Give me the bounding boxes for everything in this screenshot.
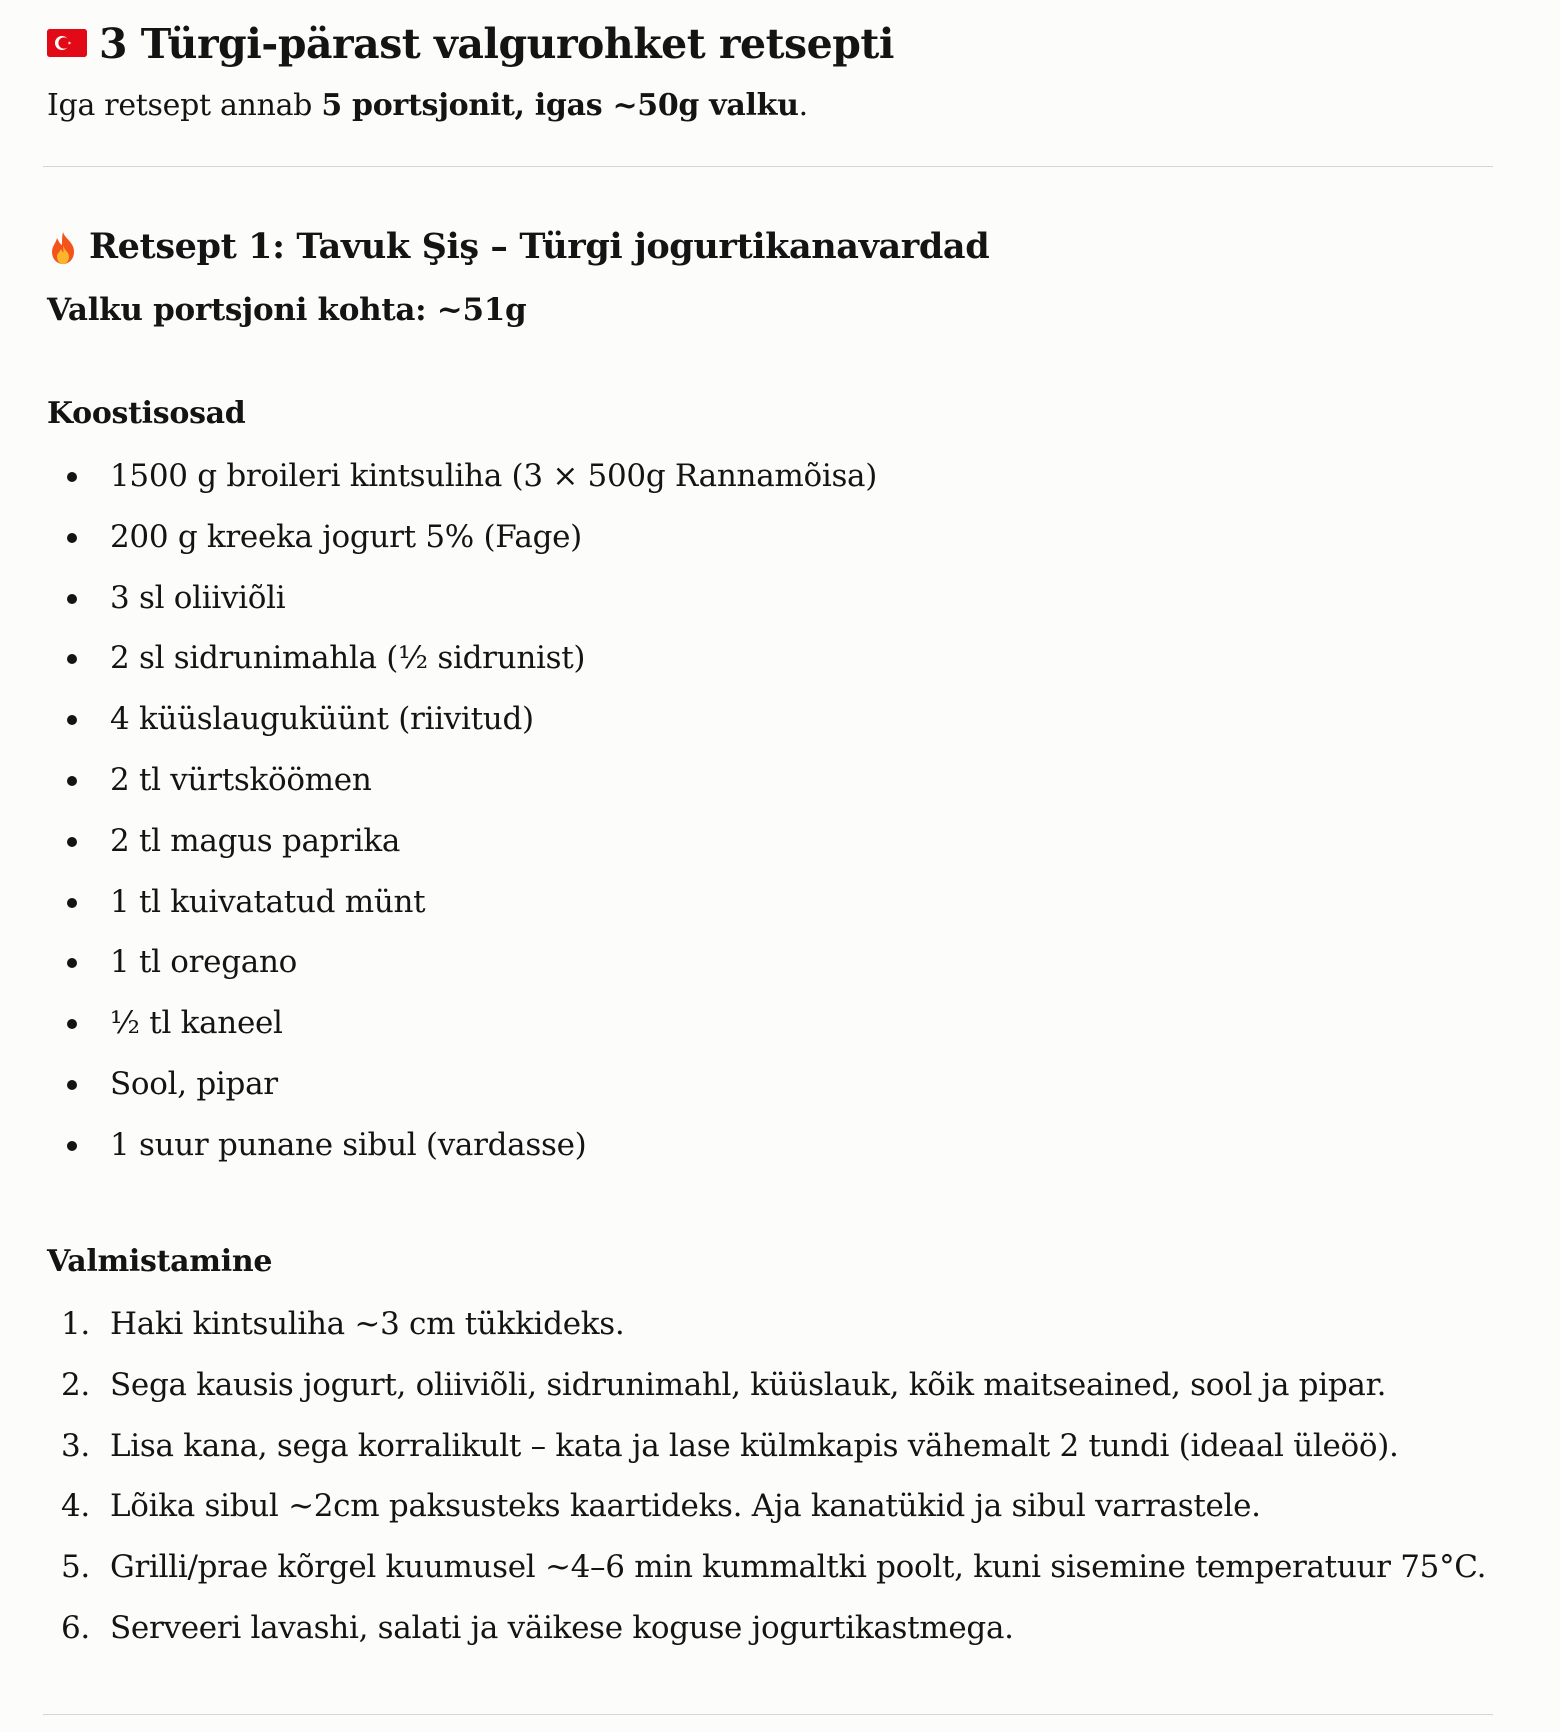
intro-prefix: Iga retsept annab bbox=[47, 88, 322, 123]
step-text: Lisa kana, sega korralikult – kata ja lase külmkapis vähemalt 2 tundi (ideaal üleöö). bbox=[110, 1427, 1399, 1464]
step-number: 2. bbox=[61, 1366, 90, 1403]
ingredient-item: 1 tl oregano bbox=[47, 940, 877, 984]
section-divider bbox=[43, 166, 1493, 167]
ingredients-heading: Koostisosad bbox=[47, 396, 246, 431]
step-item bbox=[47, 1606, 1486, 1650]
step-item bbox=[47, 1424, 1486, 1468]
page-title bbox=[47, 16, 1492, 72]
ingredient-item: 1500 g broileri kintsuliha (3 × 500g Rannamõisa) bbox=[47, 454, 877, 498]
document bbox=[47, 16, 1492, 128]
recipe-section bbox=[47, 222, 1492, 1646]
method-heading: Valmistamine bbox=[47, 1244, 273, 1279]
step-item bbox=[47, 1363, 1486, 1407]
intro-suffix: . bbox=[798, 88, 808, 123]
ingredient-item: Sool, pipar bbox=[47, 1062, 877, 1106]
page-title-text: 3 Türgi-pärast valgurohket retsepti bbox=[99, 20, 894, 68]
ingredient-item: 4 küüslauguküünt (riivitud) bbox=[47, 697, 877, 741]
ingredient-item: 2 tl vürtsköömen bbox=[47, 758, 877, 802]
intro-text bbox=[47, 84, 1492, 128]
ingredient-item: 3 sl oliiviõli bbox=[47, 576, 877, 620]
step-number: 4. bbox=[61, 1488, 90, 1525]
steps-list bbox=[47, 1302, 1486, 1667]
ingredient-item: 2 sl sidrunimahla (½ sidrunist) bbox=[47, 636, 877, 680]
ingredient-item: 1 suur punane sibul (vardasse) bbox=[47, 1123, 877, 1167]
step-text: Sega kausis jogurt, oliiviõli, sidrunimahl, küüslauk, kõik maitseained, sool ja pipar. bbox=[110, 1366, 1387, 1403]
intro-emphasis: 5 portsjonit, igas ~50g valku bbox=[321, 88, 799, 123]
ingredient-item: ½ tl kaneel bbox=[47, 1001, 877, 1045]
step-number: 5. bbox=[61, 1549, 90, 1586]
protein-per-serving: Valku portsjoni kohta: ~51g bbox=[47, 292, 527, 328]
step-number: 3. bbox=[61, 1427, 90, 1464]
recipe-title-text: Retsept 1: Tavuk Şiş – Türgi jogurtikanavardad bbox=[89, 226, 990, 267]
step-item bbox=[47, 1484, 1486, 1528]
ingredient-item: 2 tl magus paprika bbox=[47, 819, 877, 863]
turkey-flag-icon bbox=[47, 29, 87, 57]
ingredient-item: 1 tl kuivatatud münt bbox=[47, 880, 877, 924]
recipe-title bbox=[47, 222, 1492, 272]
ingredient-item: 200 g kreeka jogurt 5% (Fage) bbox=[47, 515, 877, 559]
step-number: 6. bbox=[61, 1609, 90, 1646]
fire-icon bbox=[47, 229, 79, 263]
step-number: 1. bbox=[61, 1306, 90, 1342]
step-text: Grilli/prae kõrgel kuumusel ~4–6 min kummaltki poolt, kuni sisemine temperatuur 75°C. bbox=[110, 1549, 1487, 1586]
section-divider-bottom bbox=[43, 1714, 1493, 1715]
step-text: Lõika sibul ~2cm paksusteks kaartideks. Aja kanatükid ja sibul varrastele. bbox=[110, 1488, 1261, 1525]
step-item bbox=[47, 1302, 1486, 1346]
step-text: Serveeri lavashi, salati ja väikese koguse jogurtikastmega. bbox=[110, 1609, 1014, 1646]
step-item bbox=[47, 1545, 1486, 1589]
step-text: Haki kintsuliha ~3 cm tükkideks. bbox=[110, 1306, 625, 1342]
ingredients-list bbox=[47, 454, 877, 1184]
